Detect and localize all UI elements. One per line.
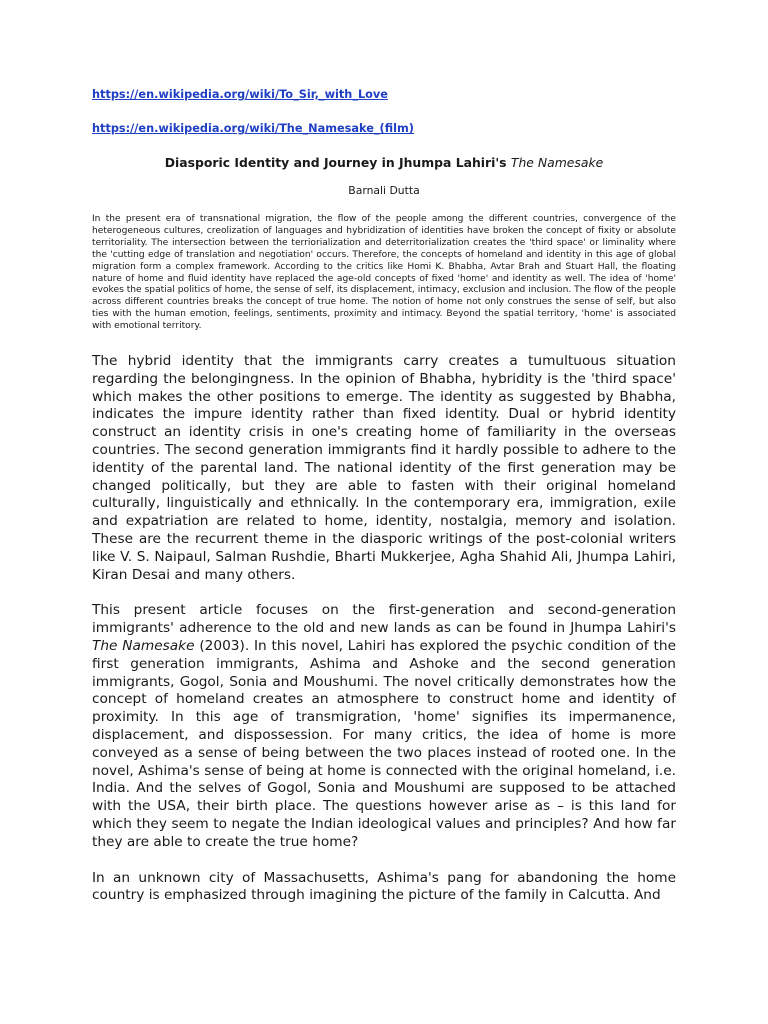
paragraph-2-rest: (2003). In this novel, Lahiri has explored the psychic condition of the first generation immigrants, Ashima and Ashoke and the second generation immigrants, Gogol, Sonia and Moushumi. The novel critically demonstrates how the concept of homeland creates an atmosphere to construct home and identity of proximity. In this age of transmigration, 'home' signifies its impermanence, displacement, and dispossession. For many critics, the idea of home is more conveyed as a sense of being between the two places instead of rooted one. In the novel, Ashima's sense of being at home is connected with the original homeland, i.e. India. And the selves of Gogol, Sonia and Moushumi are supposed to be attached with the USA, their birth place. The questions however arise as – is this land for which they seem to negate the Indian ideological values and principles? And how far they are able to create the true home? bbox=[92, 638, 676, 850]
link-to-sir-with-love[interactable]: https://en.wikipedia.org/wiki/To_Sir,_with_Love bbox=[92, 88, 388, 101]
body-paragraph-3: In an unknown city of Massachusetts, Ashima's pang for abandoning the home country is emphasized through imagining the picture of the family in Calcutta. And bbox=[92, 869, 676, 904]
article-body bbox=[92, 353, 676, 905]
link-the-namesake-film[interactable]: https://en.wikipedia.org/wiki/The_Namesake_(film) bbox=[92, 122, 414, 135]
body-paragraph-2 bbox=[92, 602, 676, 851]
reference-links bbox=[92, 0, 676, 136]
paragraph-2-start: This present article focuses on the first-generation and second-generation immigrants' adherence to the old and new lands as can be found in Jhumpa Lahiri's bbox=[92, 602, 676, 637]
body-paragraph-1: The hybrid identity that the immigrants carry creates a tumultuous situation regarding the belongingness. In the opinion of Bhabha, hybridity is the 'third space' which makes the other positions to emerge. The identity as suggested by Bhabha, indicates the impure identity rather than fixed identity. Dual or hybrid identity construct an identity crisis in one's creating home of familiarity in the overseas countries. The second generation immigrants find it hardly possible to adhere to the identity of the parental land. The national identity of the first generation may be changed politically, but they are able to fasten with their original homeland culturally, linguistically and ethnically. In the contemporary era, immigration, exile and expatriation are related to home, identity, nostalgia, memory and isolation. These are the recurrent theme in the diasporic writings of the post-colonial writers like V. S. Naipaul, Salman Rushdie, Bharti Mukkerjee, Agha Shahid Ali, Jhumpa Lahiri, Kiran Desai and many others. bbox=[92, 353, 676, 583]
article-title-main: Diasporic Identity and Journey in Jhumpa Lahiri's bbox=[164, 155, 511, 170]
article-author: Barnali Dutta bbox=[348, 184, 420, 197]
article-title-italic: The Namesake bbox=[510, 155, 604, 170]
article-title bbox=[92, 155, 676, 171]
paragraph-2-book-title: The Namesake bbox=[92, 638, 195, 655]
article-abstract: In the present era of transnational migration, the flow of the people among the different countries, convergence of the heterogeneous cultures, creolization of languages and hybridization of identities have broken the concept of fixity or absolute territoriality. The intersection between the terriorialization and deterritorialization creates the 'third space' or liminality where the 'cutting edge of translation and negotiation' occurs. Therefore, the concepts of homeland and identity in this age of global migration form a complex framework. According to the critics like Homi K. Bhabha, Avtar Brah and Stuart Hall, the floating nature of home and fluid identity have replaced the age-old concepts of fixed 'home' and identity as well. The idea of 'home' evokes the spatial politics of home, the sense of self, its displacement, intimacy, exclusion and inclusion. The flow of the people across different countries breaks the concept of true home. The notion of home not only construes the sense of self, but also ties with the human emotion, feelings, sentiments, proximity and intimacy. Beyond the spatial territory, 'home' is associated with emotional territory. bbox=[92, 214, 676, 332]
